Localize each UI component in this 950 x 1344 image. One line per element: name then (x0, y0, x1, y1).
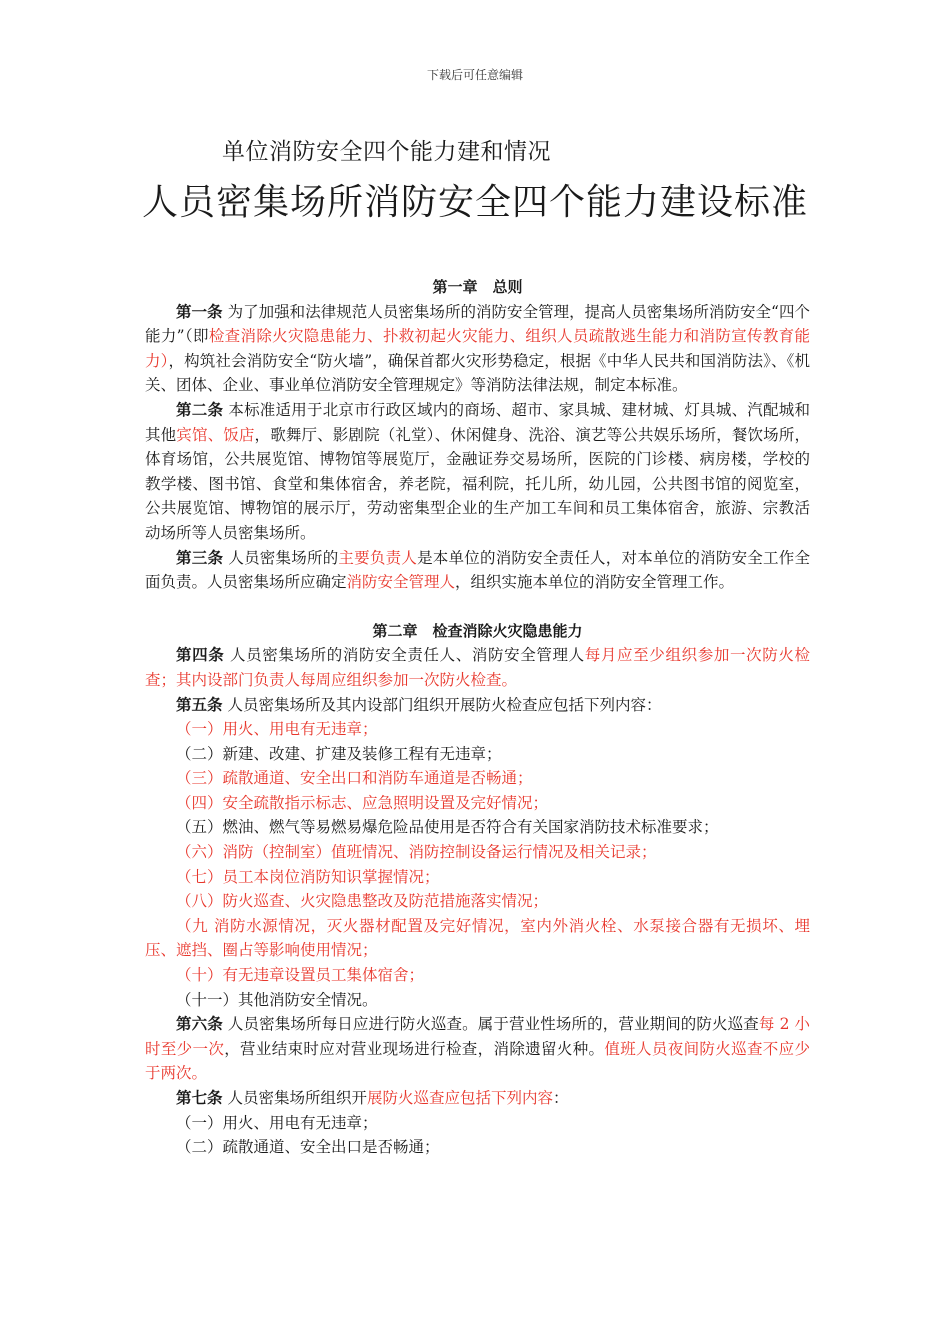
highlighted-text: 值班人员夜间防火巡查不应少于两次。 (145, 1039, 810, 1083)
article-label: 第五条 (176, 695, 223, 714)
highlighted-text: 宾馆、饭店 (176, 425, 255, 444)
list-item: （二）疏散通道、安全出口是否畅通； (176, 1138, 440, 1157)
list-item: （一）用火、用电有无违章； (176, 1113, 378, 1132)
article-label: 第二条 (176, 400, 224, 419)
list-item: （七）员工本岗位消防知识掌握情况； (176, 867, 440, 886)
article-text: 为了加强和法律规范人员密集场所的消防安全管理，提高人员密集场所消防安全“四个能力”（即 (145, 302, 810, 346)
list-item: （二）新建、改建、扩建及装修工程有无违章； (176, 744, 502, 763)
article-text: 人员密集场所的 (228, 548, 339, 567)
article-5 (145, 693, 810, 718)
highlighted-text: 消防安全管理人 (346, 573, 456, 592)
document-title: 人员密集场所消防安全四个能力建设标准 (141, 182, 808, 223)
highlighted-text: 每月应至少组织参加一次防火检查；其内设部门负责人每周应组织参加一次防火检查。 (145, 646, 810, 689)
chapter-heading-2: 第二章 检查消除火灾隐患能力 (372, 621, 583, 640)
list-item: （六）消防（控制室）值班情况、消防控制设备运行情况及相关记录； (176, 843, 657, 862)
article-text: ，组织实施本单位的消防安全管理工作。 (455, 573, 735, 592)
article-2 (145, 398, 810, 546)
article-text: 本标准适用于北京市行政区域内的商场、超市、家具城、建材城、灯具城、汽配城和其他 (145, 400, 810, 444)
list-item: （十）有无违章设置员工集体宿舍； (176, 966, 425, 985)
article-7 (145, 1086, 810, 1111)
list-item: （三）疏散通道、安全出口和消防车通道是否畅通； (176, 769, 533, 788)
article-label: 第六条 (176, 1015, 223, 1034)
article-3 (145, 546, 810, 595)
article-label: 第四条 (176, 646, 225, 665)
article-label: 第一条 (176, 302, 223, 321)
article-4 (145, 643, 810, 692)
article-text: 人员密集场所每日应进行防火巡查。属于营业性场所的，营业期间的防火巡查 (227, 1015, 759, 1034)
article-text: ，构筑社会消防安全“防火墙”，确保首都火灾形势稳定，根据《中华人民共和国消防法》、《机关、团体、企业、事业单位消防安全管理规定》等消防法律法规，制定本标准。 (145, 351, 810, 395)
highlighted-text: 展防火巡查应包括下列内容 (366, 1089, 553, 1107)
list-item: （五）燃油、燃气等易燃易爆危险品使用是否符合有关国家消防技术标准要求； (176, 818, 719, 837)
highlighted-text: 检查消除火灾隐患能力、扑救初起火灾能力、组织人员疏散逃生能力和消防宣传教育能力） (145, 327, 810, 370)
article-label: 第三条 (176, 548, 224, 567)
article-text: 是本单位的消防安全责任人，对本单位的消防安全工作全面负责。人员密集场所应确定 (145, 548, 810, 592)
list-item: （十一）其他消防安全情况。 (176, 990, 378, 1009)
article-label: 第七条 (176, 1089, 223, 1107)
chapter-heading-1: 第一章 总则 (432, 278, 523, 296)
article-text: ： (552, 1089, 569, 1107)
article-text: ，歌舞厅、影剧院（礼堂）、休闲健身、洗浴、演艺等公共娱乐场所，餐饮场所，体育场馆，公共展览馆、博物馆等展览厅，金融证券交易场所，医院的门诊楼、病房楼，学校的教学楼、图书馆、食堂和集体宿舍，养老院，福利院，托儿所，幼儿园，公共图书馆的阅览室，公共展览馆、博物馆的展示厅，劳动密集型企业的生产加工车间和员工集体宿舍，旅游、宗教活动场所等人员密集场所。 (145, 425, 810, 542)
article-1 (145, 300, 810, 398)
article-6 (145, 1012, 810, 1086)
document-subtitle: 单位消防安全四个能力建和情况 (222, 139, 551, 165)
article-text: 人员密集场所的消防安全责任人、消防安全管理人 (229, 646, 585, 665)
highlighted-text: 主要负责人 (338, 548, 418, 567)
document-body (145, 275, 810, 1160)
article-text: ，营业结束时应对营业现场进行检查，消除遗留火种。 (224, 1039, 605, 1058)
list-item: （八）防火巡查、火灾隐患整改及防范措施落实情况； (176, 892, 549, 911)
list-item: （九 消防水源情况，灭火器材配置及完好情况，室内外消火栓、水泵接合器有无损坏、埋压、遮挡、圈占等影响使用情况； (145, 916, 810, 960)
header-note: 下载后可任意编辑 (426, 68, 523, 82)
article-text: 人员密集场所及其内设部门组织开展防火检查应包括下列内容： (227, 695, 662, 714)
highlighted-text: 每 2 小时至少一次 (145, 1015, 810, 1058)
article-text: 人员密集场所组织开 (227, 1089, 367, 1107)
list-item: （四）安全疏散指示标志、应急照明设置及完好情况； (176, 793, 549, 812)
list-item: （一）用火、用电有无违章； (176, 720, 378, 739)
